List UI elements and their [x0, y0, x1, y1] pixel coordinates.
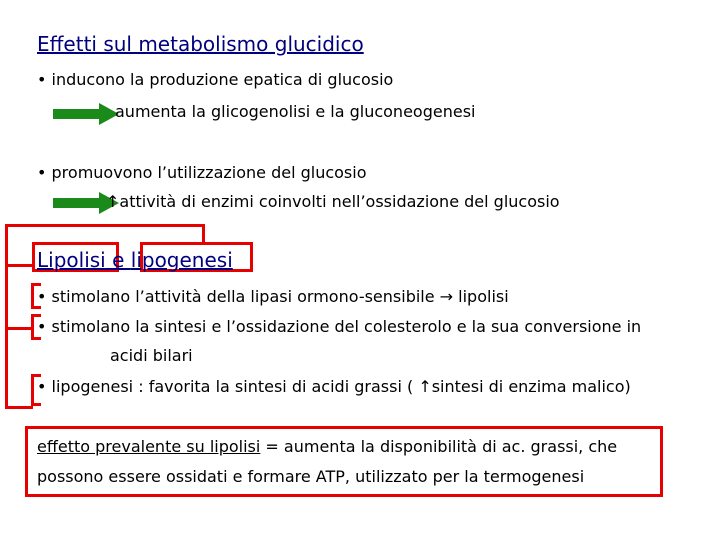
bullet-lipogenesi-text-end: sintesi di enzima malico): [431, 377, 631, 396]
bullet-colesterolo-cont: acidi bilari: [110, 346, 193, 365]
bullet-lipasi: • stimolano l’attività della lipasi ormono-sensibile → lipolisi: [37, 287, 509, 306]
conclusion-line2: possono essere ossidati e formare ATP, utilizzato per la termogenesi: [37, 467, 585, 486]
sub-attivita-enzimi-text: attività di enzimi coinvolti nell’ossidazione del glucosio: [119, 192, 560, 211]
bullet-colesterolo: • stimolano la sintesi e l’ossidazione del colesterolo e la sua conversione in: [37, 317, 642, 336]
bracket-vertical: [5, 224, 8, 409]
bracket-top-drop: [202, 224, 205, 242]
conclusion-underlined: effetto prevalente su lipolisi: [37, 437, 261, 456]
green-arrow-icon: [53, 103, 119, 125]
sub-glicogenolisi: aumenta la glicogenolisi e la gluconeogenesi: [115, 102, 476, 121]
up-arrow-icon: ↑: [418, 377, 432, 396]
bracket-to-title: [5, 264, 33, 267]
bracket-to-bullet3: [5, 406, 33, 409]
sub-attivita-enzimi: [106, 192, 560, 211]
section-title-glucidico: Effetti sul metabolismo glucidico: [37, 32, 364, 56]
section-title-lipidi: [37, 248, 233, 272]
bracket-to-bullet2: [5, 327, 33, 330]
bullet-lipogenesi: [37, 377, 631, 396]
title-join: e: [105, 248, 131, 272]
up-arrow-icon: ↑: [106, 192, 120, 211]
bullet-produzione-epatica: • inducono la produzione epatica di glucosio: [37, 70, 394, 89]
bullet-utilizzazione-glucosio: • promuovono l’utilizzazione del glucosio: [37, 163, 367, 182]
title-lipogenesi: lipogenesi: [130, 248, 233, 272]
title-lipolisi: Lipolisi: [37, 248, 106, 272]
conclusion-line1: [37, 437, 617, 456]
conclusion-rest: = aumenta la disponibilità di ac. grassi, che: [260, 437, 618, 456]
bracket-top: [5, 224, 205, 227]
bullet-lipogenesi-text: • lipogenesi : favorita la sintesi di acidi grassi (: [37, 377, 419, 396]
